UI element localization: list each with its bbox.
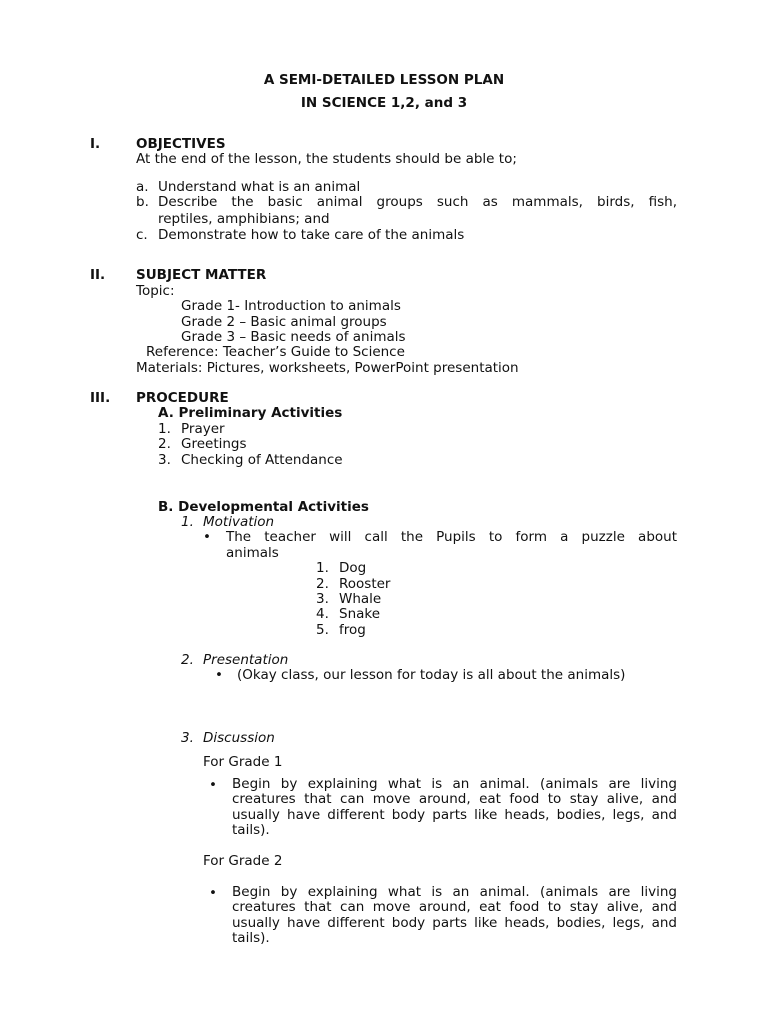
objective-item: Understand what is an animal: [158, 179, 361, 195]
grade1-discussion-text: Begin by explaining what is an animal. (animals are living creatures that can move around, eat food to stay alive, and usually have different body parts like heads, bodies, legs, and tails).: [232, 776, 677, 839]
bullet-icon: •: [209, 885, 217, 901]
objective-marker: a.: [136, 179, 149, 195]
objectives-intro: At the end of the lesson, the students should be able to;: [136, 151, 517, 167]
animal-item: Snake: [339, 606, 381, 622]
animal-marker: 4.: [316, 606, 329, 622]
preliminary-item: Checking of Attendance: [181, 452, 343, 468]
preliminary-marker: 2.: [158, 436, 171, 452]
animal-item: Rooster: [339, 576, 391, 592]
grade2-discussion-text: Begin by explaining what is an animal. (animals are living creatures that can move around, eat food to stay alive, and usually have different body parts like heads, bodies, legs, and tails).: [232, 884, 677, 947]
section-numeral-subject-matter: II.: [90, 267, 106, 283]
animal-item: Whale: [339, 591, 382, 607]
objective-item: Demonstrate how to take care of the animals: [158, 227, 465, 243]
reference-line: Reference: Teacher’s Guide to Science: [146, 344, 405, 360]
animal-marker: 5.: [316, 622, 329, 638]
animal-marker: 1.: [316, 560, 329, 576]
motivation-text: The teacher will call the Pupils to form a puzzle about: [226, 529, 677, 545]
animal-item: Dog: [339, 560, 367, 576]
objective-item: Describe the basic animal groups such as mammals, birds, fish,: [158, 194, 677, 210]
presentation-marker: 2.: [181, 652, 194, 668]
objective-marker: b.: [136, 194, 149, 210]
preliminary-marker: 1.: [158, 421, 171, 437]
section-numeral-objectives: I.: [90, 136, 101, 152]
motivation-text-continued: animals: [226, 545, 279, 561]
discussion-marker: 3.: [181, 730, 194, 746]
objective-marker: c.: [136, 227, 148, 243]
animal-marker: 3.: [316, 591, 329, 607]
grade2-label: For Grade 2: [203, 853, 283, 869]
section-heading-procedure: PROCEDURE: [136, 390, 229, 406]
subsection-heading-developmental: B. Developmental Activities: [158, 499, 369, 515]
topic-item: Grade 1- Introduction to animals: [181, 298, 401, 314]
objective-item-continued: reptiles, amphibians; and: [158, 211, 330, 227]
animal-marker: 2.: [316, 576, 329, 592]
animal-item: frog: [339, 622, 366, 638]
motivation-marker: 1.: [181, 514, 194, 530]
presentation-text: (Okay class, our lesson for today is all about the animals): [237, 667, 626, 683]
preliminary-marker: 3.: [158, 452, 171, 468]
document-title-line1: A SEMI-DETAILED LESSON PLAN: [263, 72, 505, 88]
motivation-label: Motivation: [203, 514, 275, 530]
bullet-icon: •: [203, 529, 211, 545]
bullet-icon: •: [215, 667, 223, 683]
topic-item: Grade 3 – Basic needs of animals: [181, 329, 406, 345]
topic-label: Topic:: [136, 283, 175, 299]
grade1-label: For Grade 1: [203, 754, 283, 770]
materials-line: Materials: Pictures, worksheets, PowerPoint presentation: [136, 360, 519, 376]
section-heading-subject-matter: SUBJECT MATTER: [136, 267, 267, 283]
document-title-line2: IN SCIENCE 1,2, and 3: [300, 95, 468, 111]
discussion-label: Discussion: [203, 730, 275, 746]
section-numeral-procedure: III.: [90, 390, 111, 406]
bullet-icon: •: [209, 777, 217, 793]
topic-item: Grade 2 – Basic animal groups: [181, 314, 387, 330]
section-heading-objectives: OBJECTIVES: [136, 136, 226, 152]
preliminary-item: Greetings: [181, 436, 247, 452]
subsection-heading-preliminary: A. Preliminary Activities: [158, 405, 343, 421]
preliminary-item: Prayer: [181, 421, 225, 437]
presentation-label: Presentation: [203, 652, 289, 668]
